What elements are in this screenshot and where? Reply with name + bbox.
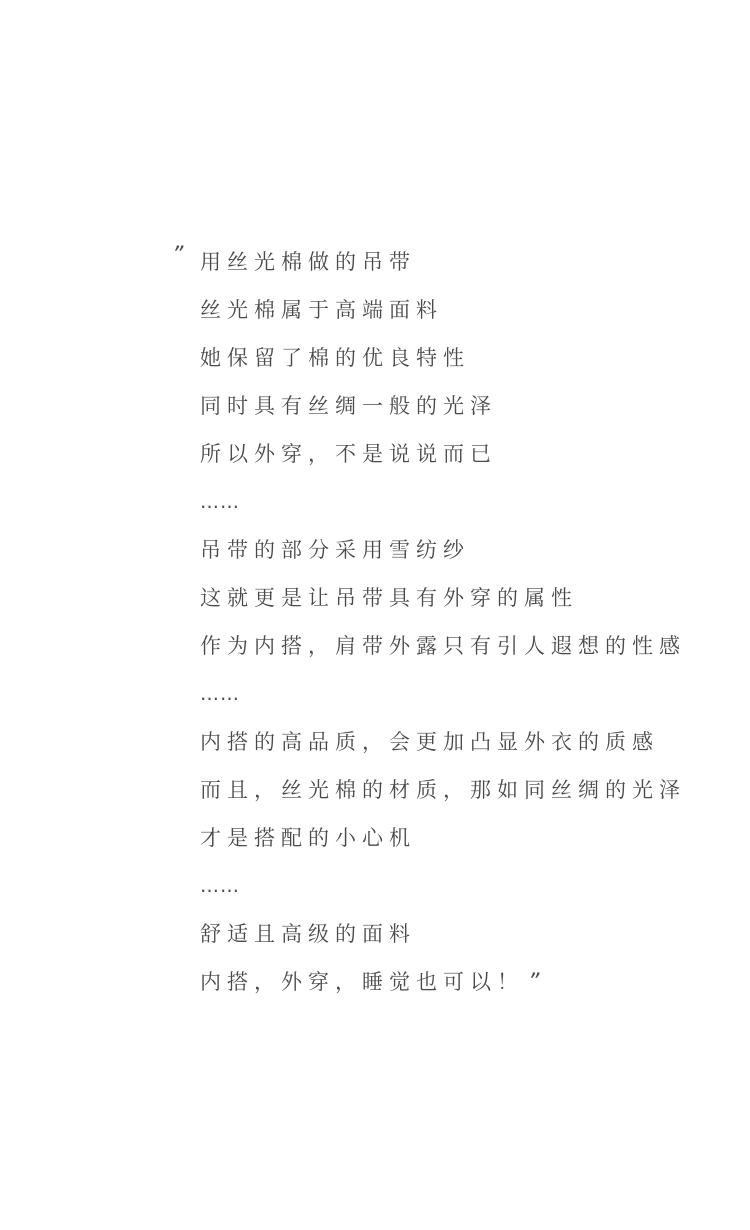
poem-line-text: 吊带的部分采用雪纺纱 <box>200 538 470 562</box>
poem-line-text: 这就更是让吊带具有外穿的属性 <box>200 586 578 610</box>
poem-line <box>0 526 750 574</box>
poem-line <box>0 766 750 814</box>
poem-line-text: 作为内搭，肩带外露只有引人遐想的性感 <box>200 634 686 658</box>
poem-line-text: 而且，丝光棉的材质，那如同丝绸的光泽 <box>200 778 686 802</box>
poem-line-text: …… <box>200 683 240 705</box>
poem-ellipsis <box>0 478 750 526</box>
poem-ellipsis <box>0 862 750 910</box>
poem-line-text: …… <box>200 875 240 897</box>
poem-line-text: 内搭的高品质，会更加凸显外衣的质感 <box>200 730 659 754</box>
poem-line <box>0 334 750 382</box>
poem-line-text: 同时具有丝绸一般的光泽 <box>200 394 497 418</box>
poem-line <box>0 382 750 430</box>
poem-line-text: 丝光棉属于高端面料 <box>200 298 443 322</box>
poem-line <box>0 718 750 766</box>
poem-line <box>0 814 750 862</box>
poem-line-text: 内搭，外穿，睡觉也可以！ <box>200 970 524 994</box>
poem-line <box>0 238 750 286</box>
poem-line-text: 所以外穿，不是说说而已 <box>200 442 497 466</box>
poem-line-text: 她保留了棉的优良特性 <box>200 346 470 370</box>
poem-line <box>0 622 750 670</box>
poem-line <box>0 958 750 1006</box>
open-quote-mark: ” <box>172 243 184 268</box>
poem-line <box>0 430 750 478</box>
poem-line <box>0 910 750 958</box>
poem-ellipsis <box>0 670 750 718</box>
poem-line-text: 才是搭配的小心机 <box>200 826 416 850</box>
poem-line <box>0 574 750 622</box>
poem-text <box>0 238 750 1006</box>
poem-line-text: …… <box>200 491 240 513</box>
poem-line <box>0 286 750 334</box>
poem-line-text: 舒适且高级的面料 <box>200 922 416 946</box>
close-quote-mark: ” <box>528 970 540 995</box>
poem-line-text: 用丝光棉做的吊带 <box>200 250 416 274</box>
